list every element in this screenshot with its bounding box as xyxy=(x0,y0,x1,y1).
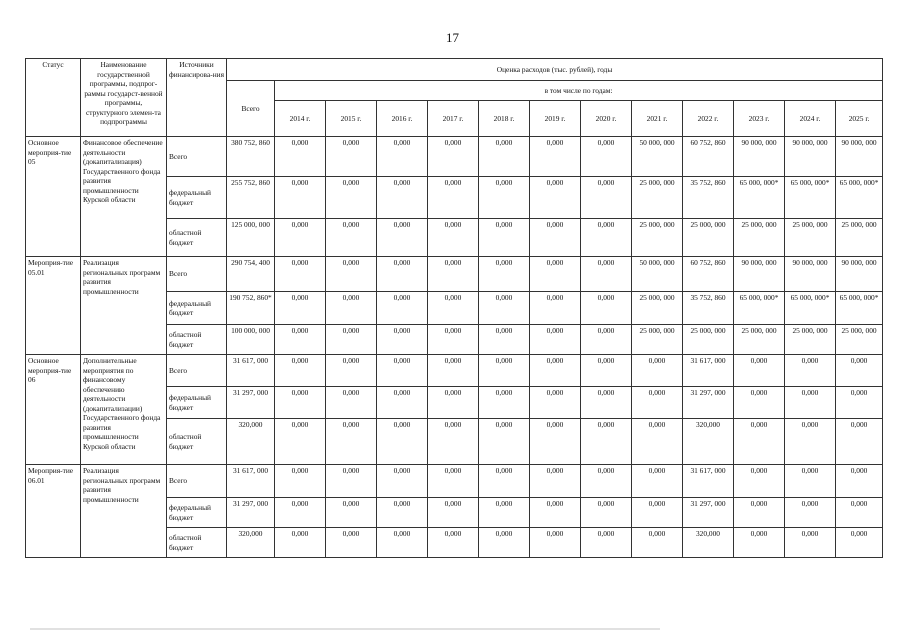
cell-year-value: 0,000 xyxy=(530,137,581,177)
cell-year-value: 0,000 xyxy=(479,177,530,219)
cell-year-value: 320,000 xyxy=(683,419,734,465)
cell-year-value: 65 000, 000* xyxy=(836,177,883,219)
cell-name: Дополнительные мероприятия по финансовому обеспечению деятельности (докапитализации) Государственного фонда развития промышленности Курской области xyxy=(81,355,167,465)
cell-year-value: 0,000 xyxy=(428,387,479,419)
cell-year-value: 0,000 xyxy=(530,465,581,498)
header-estimate: Оценка расходов (тыс. рублей), годы xyxy=(227,59,883,81)
cell-year-value: 0,000 xyxy=(326,292,377,325)
cell-year-value: 0,000 xyxy=(428,528,479,558)
cell-year-value: 0,000 xyxy=(530,387,581,419)
cell-year-value: 0,000 xyxy=(377,387,428,419)
cell-total: 31 617, 000 xyxy=(227,355,275,387)
cell-year-value: 0,000 xyxy=(581,177,632,219)
cell-year-value: 0,000 xyxy=(326,219,377,257)
header-name: Наименование государственной программы, подпрог-раммы государст-венной программы, структурного элемен-та подпрограммы xyxy=(81,59,167,137)
cell-status: Основное мероприя-тие 05 xyxy=(26,137,81,257)
cell-year-value: 0,000 xyxy=(326,325,377,355)
table-row xyxy=(26,465,883,498)
cell-year-value: 0,000 xyxy=(581,528,632,558)
cell-year-value: 0,000 xyxy=(326,177,377,219)
cell-year-value: 0,000 xyxy=(581,219,632,257)
cell-year-value: 0,000 xyxy=(275,419,326,465)
table-row xyxy=(26,257,883,292)
header-year: 2024 г. xyxy=(785,101,836,137)
cell-year-value: 0,000 xyxy=(326,355,377,387)
cell-year-value: 25 000, 000 xyxy=(683,219,734,257)
cell-source: федеральный бюджет xyxy=(167,292,227,325)
table-row xyxy=(26,355,883,387)
cell-year-value: 0,000 xyxy=(479,325,530,355)
cell-year-value: 25 000, 000 xyxy=(785,219,836,257)
cell-year-value: 0,000 xyxy=(428,137,479,177)
cell-year-value: 50 000, 000 xyxy=(632,257,683,292)
cell-total: 31 297, 000 xyxy=(227,498,275,528)
cell-year-value: 25 000, 000 xyxy=(632,219,683,257)
cell-year-value: 0,000 xyxy=(326,387,377,419)
cell-year-value: 0,000 xyxy=(275,257,326,292)
cell-year-value: 0,000 xyxy=(581,257,632,292)
cell-year-value: 25 000, 000 xyxy=(734,325,785,355)
cell-source: федеральный бюджет xyxy=(167,387,227,419)
cell-year-value: 0,000 xyxy=(836,528,883,558)
cell-year-value: 0,000 xyxy=(836,387,883,419)
header-year: 2014 г. xyxy=(275,101,326,137)
cell-year-value: 0,000 xyxy=(377,498,428,528)
cell-year-value: 0,000 xyxy=(581,498,632,528)
header-by-years: в том числе по годам: xyxy=(275,81,883,101)
cell-year-value: 0,000 xyxy=(632,387,683,419)
expenditure-table xyxy=(25,58,883,558)
cell-year-value: 0,000 xyxy=(428,465,479,498)
cell-year-value: 0,000 xyxy=(428,498,479,528)
cell-year-value: 0,000 xyxy=(275,292,326,325)
cell-year-value: 50 000, 000 xyxy=(632,137,683,177)
header-year: 2015 г. xyxy=(326,101,377,137)
header-year: 2023 г. xyxy=(734,101,785,137)
cell-year-value: 0,000 xyxy=(377,528,428,558)
cell-year-value: 0,000 xyxy=(377,465,428,498)
cell-year-value: 25 000, 000 xyxy=(632,325,683,355)
cell-year-value: 0,000 xyxy=(836,498,883,528)
cell-year-value: 0,000 xyxy=(479,528,530,558)
cell-year-value: 65 000, 000* xyxy=(785,177,836,219)
header-status: Статус xyxy=(26,59,81,137)
cell-year-value: 0,000 xyxy=(632,419,683,465)
cell-year-value: 90 000, 000 xyxy=(734,257,785,292)
cell-year-value: 0,000 xyxy=(581,387,632,419)
cell-year-value: 0,000 xyxy=(530,177,581,219)
cell-total: 290 754, 400 xyxy=(227,257,275,292)
cell-year-value: 0,000 xyxy=(530,219,581,257)
header-total: Всего xyxy=(227,81,275,137)
header-year: 2019 г. xyxy=(530,101,581,137)
header-year: 2018 г. xyxy=(479,101,530,137)
cell-year-value: 90 000, 000 xyxy=(734,137,785,177)
cell-year-value: 0,000 xyxy=(377,177,428,219)
cell-year-value: 0,000 xyxy=(275,465,326,498)
cell-year-value: 0,000 xyxy=(428,325,479,355)
scan-artifact-line xyxy=(30,628,660,630)
cell-year-value: 0,000 xyxy=(428,257,479,292)
cell-year-value: 25 000, 000 xyxy=(734,219,785,257)
cell-year-value: 0,000 xyxy=(530,325,581,355)
cell-total: 31 297, 000 xyxy=(227,387,275,419)
cell-year-value: 0,000 xyxy=(377,292,428,325)
cell-source: Всего xyxy=(167,137,227,177)
header-year: 2020 г. xyxy=(581,101,632,137)
cell-year-value: 0,000 xyxy=(581,137,632,177)
cell-year-value: 0,000 xyxy=(785,419,836,465)
cell-year-value: 60 752, 860 xyxy=(683,137,734,177)
cell-year-value: 0,000 xyxy=(785,528,836,558)
cell-source: Всего xyxy=(167,465,227,498)
cell-year-value: 0,000 xyxy=(428,355,479,387)
cell-year-value: 0,000 xyxy=(836,419,883,465)
cell-year-value: 0,000 xyxy=(836,465,883,498)
cell-year-value: 0,000 xyxy=(530,498,581,528)
cell-year-value: 0,000 xyxy=(734,419,785,465)
cell-year-value: 0,000 xyxy=(734,355,785,387)
cell-year-value: 90 000, 000 xyxy=(785,257,836,292)
cell-year-value: 0,000 xyxy=(632,528,683,558)
cell-year-value: 0,000 xyxy=(785,387,836,419)
cell-year-value: 0,000 xyxy=(479,419,530,465)
header-year: 2021 г. xyxy=(632,101,683,137)
cell-source: областной бюджет xyxy=(167,219,227,257)
cell-year-value: 0,000 xyxy=(581,419,632,465)
header-year: 2016 г. xyxy=(377,101,428,137)
cell-total: 190 752, 860* xyxy=(227,292,275,325)
cell-year-value: 0,000 xyxy=(377,355,428,387)
cell-year-value: 0,000 xyxy=(581,292,632,325)
cell-year-value: 65 000, 000* xyxy=(836,292,883,325)
header-year: 2017 г. xyxy=(428,101,479,137)
cell-year-value: 25 000, 000 xyxy=(683,325,734,355)
cell-year-value: 0,000 xyxy=(581,325,632,355)
cell-year-value: 0,000 xyxy=(326,137,377,177)
cell-year-value: 0,000 xyxy=(479,292,530,325)
cell-total: 125 000, 000 xyxy=(227,219,275,257)
cell-source: областной бюджет xyxy=(167,528,227,558)
cell-year-value: 0,000 xyxy=(275,177,326,219)
cell-year-value: 0,000 xyxy=(581,465,632,498)
header-year: 2022 г. xyxy=(683,101,734,137)
cell-name: Финансовое обеспечение деятельности (докапитализация) Государственного фонда развития промышленности Курской области xyxy=(81,137,167,257)
cell-year-value: 0,000 xyxy=(632,498,683,528)
cell-year-value: 65 000, 000* xyxy=(734,292,785,325)
cell-year-value: 35 752, 860 xyxy=(683,292,734,325)
cell-year-value: 0,000 xyxy=(326,528,377,558)
cell-year-value: 90 000, 000 xyxy=(836,257,883,292)
cell-year-value: 0,000 xyxy=(326,465,377,498)
cell-source: федеральный бюджет xyxy=(167,177,227,219)
cell-year-value: 0,000 xyxy=(428,419,479,465)
cell-year-value: 0,000 xyxy=(785,498,836,528)
cell-year-value: 0,000 xyxy=(734,465,785,498)
cell-status: Основное мероприя-тие 06 xyxy=(26,355,81,465)
cell-year-value: 320,000 xyxy=(683,528,734,558)
cell-year-value: 25 000, 000 xyxy=(632,292,683,325)
cell-year-value: 0,000 xyxy=(377,257,428,292)
cell-year-value: 31 297, 000 xyxy=(683,387,734,419)
cell-year-value: 0,000 xyxy=(734,498,785,528)
cell-year-value: 0,000 xyxy=(377,137,428,177)
cell-total: 31 617, 000 xyxy=(227,465,275,498)
cell-year-value: 25 000, 000 xyxy=(836,219,883,257)
cell-year-value: 0,000 xyxy=(479,219,530,257)
cell-year-value: 0,000 xyxy=(734,528,785,558)
cell-year-value: 0,000 xyxy=(836,355,883,387)
cell-year-value: 0,000 xyxy=(530,257,581,292)
cell-year-value: 31 297, 000 xyxy=(683,498,734,528)
cell-source: федеральный бюджет xyxy=(167,498,227,528)
cell-source: Всего xyxy=(167,355,227,387)
cell-year-value: 31 617, 000 xyxy=(683,465,734,498)
cell-year-value: 90 000, 000 xyxy=(836,137,883,177)
cell-source: Всего xyxy=(167,257,227,292)
cell-year-value: 65 000, 000* xyxy=(734,177,785,219)
cell-source: областной бюджет xyxy=(167,325,227,355)
cell-year-value: 90 000, 000 xyxy=(785,137,836,177)
cell-year-value: 0,000 xyxy=(479,387,530,419)
cell-year-value: 0,000 xyxy=(632,465,683,498)
cell-year-value: 0,000 xyxy=(275,219,326,257)
cell-year-value: 0,000 xyxy=(377,219,428,257)
cell-year-value: 0,000 xyxy=(428,219,479,257)
cell-year-value: 31 617, 000 xyxy=(683,355,734,387)
cell-name: Реализация региональных программ развития промышленности xyxy=(81,257,167,355)
cell-year-value: 0,000 xyxy=(479,257,530,292)
page-number: 17 xyxy=(446,30,459,45)
cell-year-value: 0,000 xyxy=(326,419,377,465)
cell-year-value: 0,000 xyxy=(428,292,479,325)
cell-year-value: 0,000 xyxy=(632,355,683,387)
cell-year-value: 0,000 xyxy=(581,355,632,387)
cell-year-value: 0,000 xyxy=(326,498,377,528)
cell-year-value: 0,000 xyxy=(326,257,377,292)
cell-status: Мероприя-тие 05.01 xyxy=(26,257,81,355)
cell-year-value: 0,000 xyxy=(377,419,428,465)
cell-year-value: 25 000, 000 xyxy=(836,325,883,355)
cell-year-value: 0,000 xyxy=(785,355,836,387)
cell-year-value: 35 752, 860 xyxy=(683,177,734,219)
cell-year-value: 0,000 xyxy=(428,177,479,219)
cell-name: Реализация региональных программ развития промышленности xyxy=(81,465,167,558)
table-row xyxy=(26,137,883,177)
cell-year-value: 0,000 xyxy=(479,355,530,387)
cell-year-value: 0,000 xyxy=(530,419,581,465)
cell-year-value: 0,000 xyxy=(275,137,326,177)
cell-year-value: 0,000 xyxy=(530,528,581,558)
cell-total: 320,000 xyxy=(227,419,275,465)
cell-year-value: 0,000 xyxy=(530,355,581,387)
cell-year-value: 0,000 xyxy=(479,498,530,528)
table-body xyxy=(26,137,883,558)
cell-year-value: 0,000 xyxy=(479,465,530,498)
cell-total: 380 752, 860 xyxy=(227,137,275,177)
cell-total: 100 000, 000 xyxy=(227,325,275,355)
cell-status: Мероприя-тие 06.01 xyxy=(26,465,81,558)
cell-year-value: 60 752, 860 xyxy=(683,257,734,292)
cell-year-value: 25 000, 000 xyxy=(632,177,683,219)
cell-year-value: 0,000 xyxy=(275,355,326,387)
cell-year-value: 0,000 xyxy=(734,387,785,419)
cell-year-value: 0,000 xyxy=(275,387,326,419)
cell-year-value: 0,000 xyxy=(275,325,326,355)
cell-source: областной бюджет xyxy=(167,419,227,465)
header-sources: Источники финансирова-ния xyxy=(167,59,227,137)
cell-year-value: 0,000 xyxy=(275,498,326,528)
cell-year-value: 0,000 xyxy=(530,292,581,325)
cell-year-value: 0,000 xyxy=(275,528,326,558)
cell-total: 255 752, 860 xyxy=(227,177,275,219)
cell-year-value: 0,000 xyxy=(377,325,428,355)
cell-year-value: 0,000 xyxy=(785,465,836,498)
cell-year-value: 65 000, 000* xyxy=(785,292,836,325)
cell-year-value: 25 000, 000 xyxy=(785,325,836,355)
cell-total: 320,000 xyxy=(227,528,275,558)
cell-year-value: 0,000 xyxy=(479,137,530,177)
header-year: 2025 г. xyxy=(836,101,883,137)
